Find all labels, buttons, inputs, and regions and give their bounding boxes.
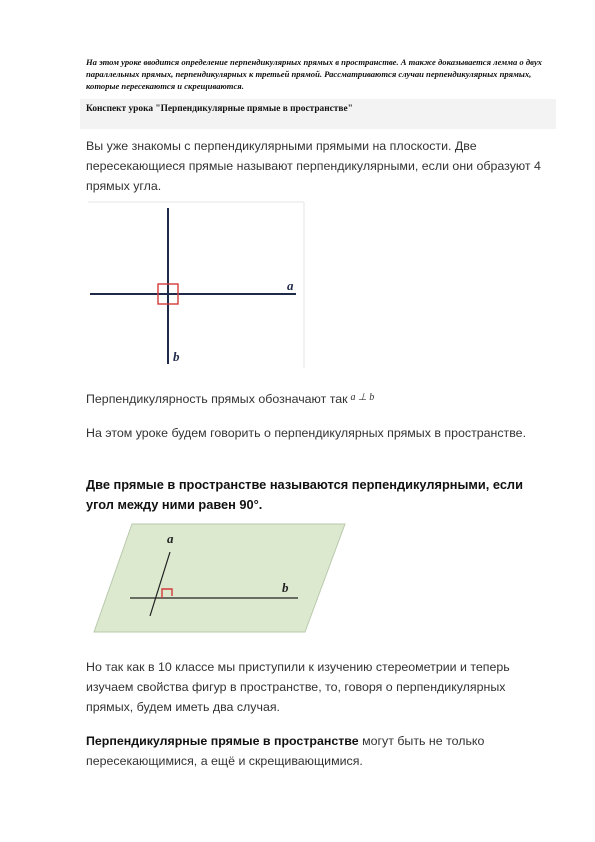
plane (94, 524, 345, 632)
paragraph-intro-perpendicular: Вы уже знакомы с перпендикулярными прямыми на плоскости. Две пересекающиеся прямые называют перпендикулярными, если они образуют 4 прямых угла. (86, 139, 541, 193)
label-b: b (173, 349, 180, 364)
notation-symbol: a ⊥ b (350, 392, 375, 403)
paragraph-lesson-topic: На этом уроке будем говорить о перпендикулярных прямых в пространстве. (86, 426, 527, 440)
paragraph-two-cases: Но так как в 10 классе мы приступили к изучению стереометрии и теперь изучаем свойства фигур в пространстве, то, говоря о перпендикулярных прямых, будем иметь два случая. (86, 660, 510, 714)
skew-lines-lead: Перпендикулярные прямые в пространстве (86, 734, 359, 748)
label-b-space: b (282, 580, 289, 595)
label-a-space: a (167, 531, 174, 546)
paragraph-skew-lines (86, 731, 546, 771)
label-a: a (287, 278, 294, 293)
section-heading: Конспект урока "Перпендикулярные прямые в пространстве" (86, 104, 353, 114)
notation-sentence (86, 388, 546, 409)
figure-plane-lines (90, 518, 350, 636)
definition-text: Две прямые в пространстве называются перпендикулярными, если угол между ними равен 90°. (86, 477, 523, 512)
notation-text: Перпендикулярность прямых обозначают так (86, 392, 348, 406)
figure-perpendicular-lines (86, 200, 306, 370)
intro-text: На этом уроке вводится определение перпендикулярных прямых в пространстве. А также доказывается лемма о двух параллельных прямых, перпендикулярных к третьей прямой. Рассматриваются случаи перпендикулярных прямых, которые пересекаются и скрещиваются. (86, 57, 542, 91)
skew-lines-rest: могут быть не только пересекающимися, а ещё и скрещивающимися. (86, 734, 485, 768)
